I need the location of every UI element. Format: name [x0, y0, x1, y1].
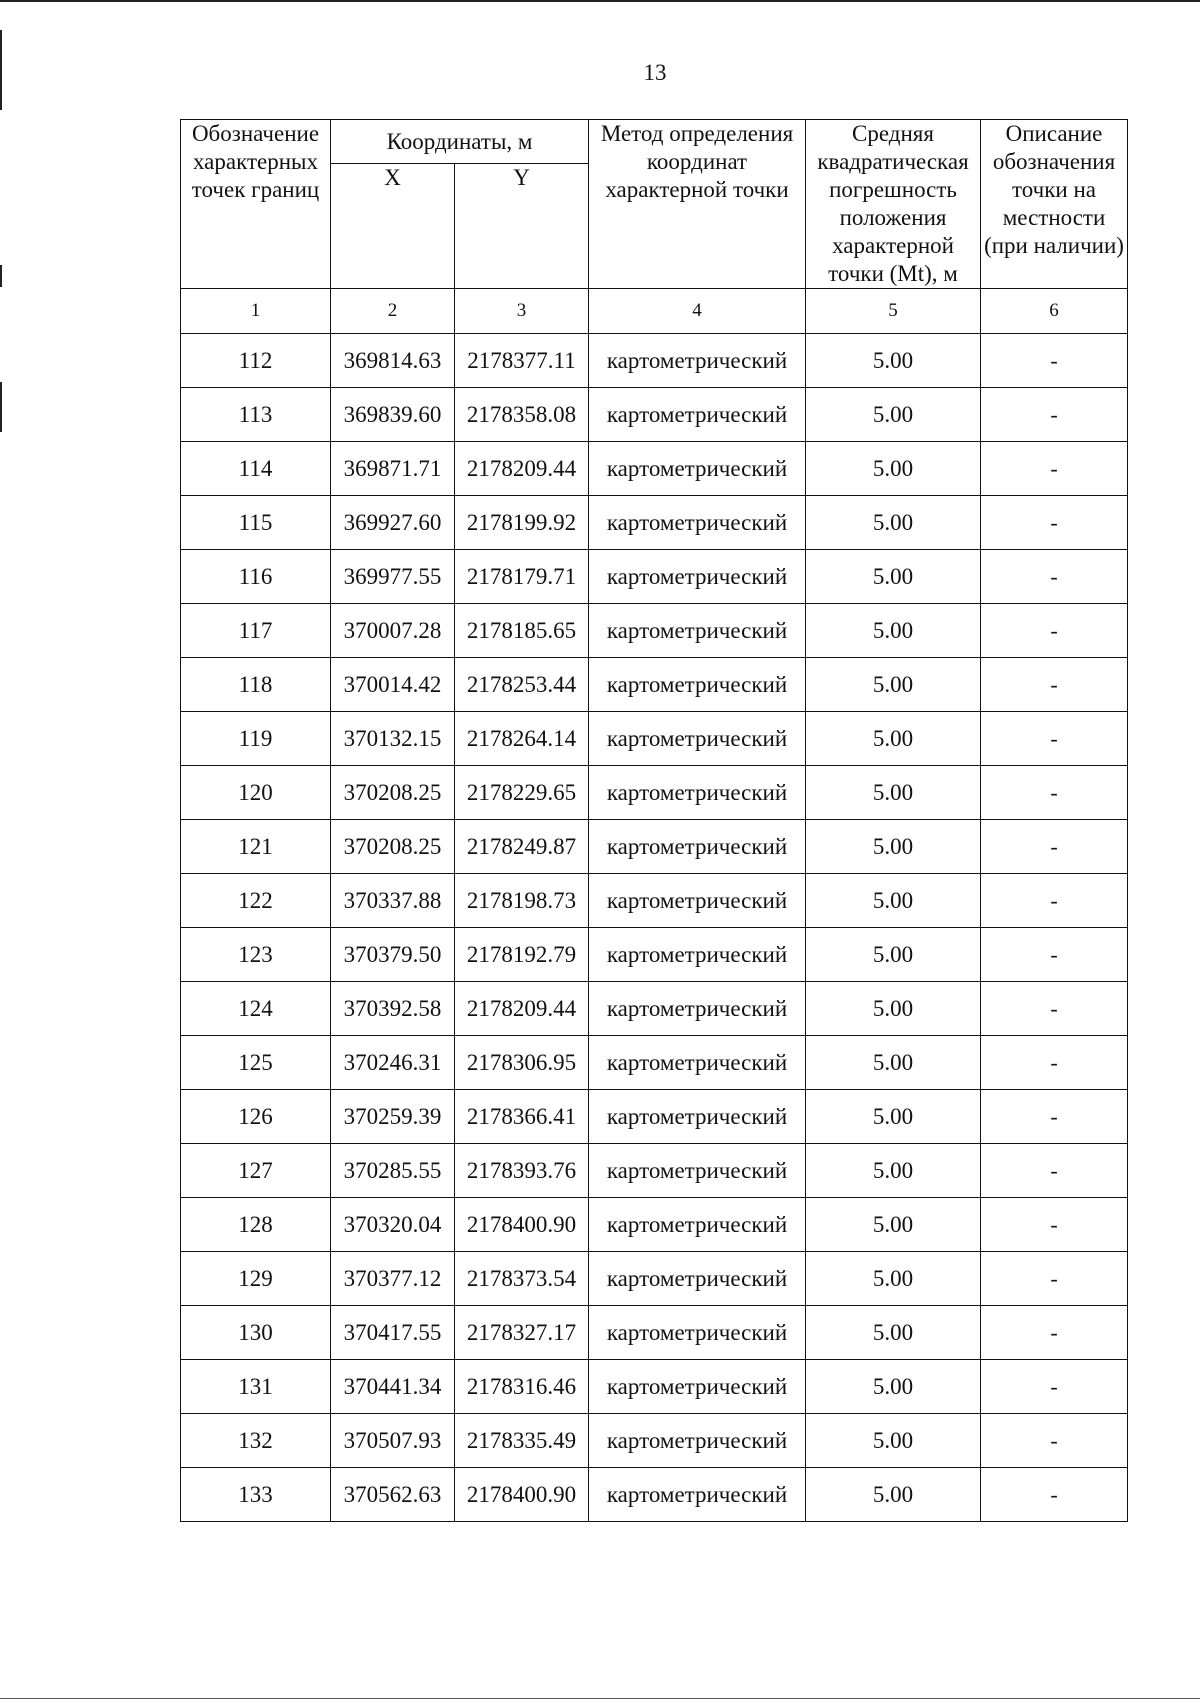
x-coordinate-cell: 369927.60 — [331, 496, 455, 550]
scan-edge-mark — [0, 265, 2, 287]
error-cell: 5.00 — [806, 388, 981, 442]
description-cell: - — [981, 496, 1128, 550]
description-cell: - — [981, 820, 1128, 874]
column-number: 3 — [455, 289, 589, 334]
description-cell: - — [981, 388, 1128, 442]
point-cell: 123 — [181, 928, 331, 982]
method-cell: картометрический — [589, 1036, 806, 1090]
description-cell: - — [981, 1306, 1128, 1360]
header-designation: Обозначение характерных точек границ — [181, 120, 331, 289]
method-cell: картометрический — [589, 1198, 806, 1252]
method-cell: картометрический — [589, 1468, 806, 1522]
error-cell: 5.00 — [806, 1252, 981, 1306]
y-coordinate-cell: 2178253.44 — [455, 658, 589, 712]
point-cell: 122 — [181, 874, 331, 928]
point-cell: 116 — [181, 550, 331, 604]
point-cell: 121 — [181, 820, 331, 874]
method-cell: картометрический — [589, 658, 806, 712]
method-cell: картометрический — [589, 442, 806, 496]
table-row — [181, 1252, 1128, 1306]
coordinates-table — [180, 119, 1128, 1522]
table-row — [181, 820, 1128, 874]
x-coordinate-cell: 369871.71 — [331, 442, 455, 496]
y-coordinate-cell: 2178264.14 — [455, 712, 589, 766]
description-cell: - — [981, 1090, 1128, 1144]
table-row — [181, 388, 1128, 442]
error-cell: 5.00 — [806, 1090, 981, 1144]
description-cell: - — [981, 658, 1128, 712]
y-coordinate-cell: 2178400.90 — [455, 1468, 589, 1522]
table-row — [181, 1198, 1128, 1252]
point-cell: 114 — [181, 442, 331, 496]
method-cell: картометрический — [589, 1360, 806, 1414]
table-row — [181, 1306, 1128, 1360]
y-coordinate-cell: 2178198.73 — [455, 874, 589, 928]
y-coordinate-cell: 2178377.11 — [455, 334, 589, 388]
y-coordinate-cell: 2178249.87 — [455, 820, 589, 874]
header-y: Y — [455, 164, 589, 289]
header-row — [181, 120, 1128, 164]
description-cell: - — [981, 604, 1128, 658]
column-number: 6 — [981, 289, 1128, 334]
method-cell: картометрический — [589, 820, 806, 874]
table-row — [181, 1090, 1128, 1144]
method-cell: картометрический — [589, 1252, 806, 1306]
error-cell: 5.00 — [806, 442, 981, 496]
description-cell: - — [981, 928, 1128, 982]
point-cell: 131 — [181, 1360, 331, 1414]
y-coordinate-cell: 2178199.92 — [455, 496, 589, 550]
description-cell: - — [981, 874, 1128, 928]
y-coordinate-cell: 2178316.46 — [455, 1360, 589, 1414]
method-cell: картометрический — [589, 496, 806, 550]
page-number: 13 — [643, 60, 667, 85]
description-cell: - — [981, 1252, 1128, 1306]
x-coordinate-cell: 369814.63 — [331, 334, 455, 388]
header-method: Метод определения координат характерной точки — [589, 120, 806, 289]
x-coordinate-cell: 369977.55 — [331, 550, 455, 604]
x-coordinate-cell: 370320.04 — [331, 1198, 455, 1252]
x-coordinate-cell: 369839.60 — [331, 388, 455, 442]
column-number: 5 — [806, 289, 981, 334]
table-row — [181, 1036, 1128, 1090]
error-cell: 5.00 — [806, 1198, 981, 1252]
x-coordinate-cell: 370562.63 — [331, 1468, 455, 1522]
point-cell: 119 — [181, 712, 331, 766]
table-row — [181, 712, 1128, 766]
error-cell: 5.00 — [806, 1306, 981, 1360]
y-coordinate-cell: 2178179.71 — [455, 550, 589, 604]
error-cell: 5.00 — [806, 334, 981, 388]
point-cell: 130 — [181, 1306, 331, 1360]
description-cell: - — [981, 442, 1128, 496]
y-coordinate-cell: 2178209.44 — [455, 442, 589, 496]
x-coordinate-cell: 370132.15 — [331, 712, 455, 766]
point-cell: 118 — [181, 658, 331, 712]
y-coordinate-cell: 2178229.65 — [455, 766, 589, 820]
method-cell: картометрический — [589, 1414, 806, 1468]
column-number: 4 — [589, 289, 806, 334]
x-coordinate-cell: 370507.93 — [331, 1414, 455, 1468]
y-coordinate-cell: 2178327.17 — [455, 1306, 589, 1360]
method-cell: картометрический — [589, 874, 806, 928]
table-row — [181, 604, 1128, 658]
x-coordinate-cell: 370259.39 — [331, 1090, 455, 1144]
method-cell: картометрический — [589, 1306, 806, 1360]
x-coordinate-cell: 370208.25 — [331, 820, 455, 874]
description-cell: - — [981, 1468, 1128, 1522]
table-row — [181, 658, 1128, 712]
scan-edge-top — [0, 0, 1200, 2]
error-cell: 5.00 — [806, 712, 981, 766]
error-cell: 5.00 — [806, 1036, 981, 1090]
point-cell: 126 — [181, 1090, 331, 1144]
scan-edge-bottom — [0, 1698, 1200, 1699]
error-cell: 5.00 — [806, 874, 981, 928]
x-coordinate-cell: 370007.28 — [331, 604, 455, 658]
error-cell: 5.00 — [806, 550, 981, 604]
y-coordinate-cell: 2178400.90 — [455, 1198, 589, 1252]
description-cell: - — [981, 1144, 1128, 1198]
x-coordinate-cell: 370208.25 — [331, 766, 455, 820]
point-cell: 115 — [181, 496, 331, 550]
point-cell: 133 — [181, 1468, 331, 1522]
header-coordinates: Координаты, м — [331, 120, 589, 164]
description-cell: - — [981, 1036, 1128, 1090]
y-coordinate-cell: 2178209.44 — [455, 982, 589, 1036]
description-cell: - — [981, 712, 1128, 766]
table-row — [181, 496, 1128, 550]
error-cell: 5.00 — [806, 982, 981, 1036]
point-cell: 120 — [181, 766, 331, 820]
y-coordinate-cell: 2178306.95 — [455, 1036, 589, 1090]
y-coordinate-cell: 2178335.49 — [455, 1414, 589, 1468]
point-cell: 127 — [181, 1144, 331, 1198]
point-cell: 113 — [181, 388, 331, 442]
error-cell: 5.00 — [806, 1144, 981, 1198]
point-cell: 117 — [181, 604, 331, 658]
error-cell: 5.00 — [806, 1414, 981, 1468]
description-cell: - — [981, 766, 1128, 820]
header-error: Средняя квадратическая погрешность положения характерной точки (Mt), м — [806, 120, 981, 289]
x-coordinate-cell: 370392.58 — [331, 982, 455, 1036]
x-coordinate-cell: 370441.34 — [331, 1360, 455, 1414]
method-cell: картометрический — [589, 388, 806, 442]
error-cell: 5.00 — [806, 820, 981, 874]
description-cell: - — [981, 1198, 1128, 1252]
description-cell: - — [981, 1360, 1128, 1414]
table-row — [181, 442, 1128, 496]
x-coordinate-cell: 370379.50 — [331, 928, 455, 982]
table-row — [181, 1414, 1128, 1468]
error-cell: 5.00 — [806, 1468, 981, 1522]
column-number: 2 — [331, 289, 455, 334]
description-cell: - — [981, 550, 1128, 604]
x-coordinate-cell: 370246.31 — [331, 1036, 455, 1090]
method-cell: картометрический — [589, 982, 806, 1036]
method-cell: картометрический — [589, 1090, 806, 1144]
table-row — [181, 1468, 1128, 1522]
error-cell: 5.00 — [806, 658, 981, 712]
x-coordinate-cell: 370014.42 — [331, 658, 455, 712]
x-coordinate-cell: 370417.55 — [331, 1306, 455, 1360]
y-coordinate-cell: 2178185.65 — [455, 604, 589, 658]
error-cell: 5.00 — [806, 928, 981, 982]
description-cell: - — [981, 982, 1128, 1036]
point-cell: 132 — [181, 1414, 331, 1468]
table-row — [181, 982, 1128, 1036]
column-number-row — [181, 289, 1128, 334]
table-row — [181, 766, 1128, 820]
x-coordinate-cell: 370337.88 — [331, 874, 455, 928]
table-row — [181, 334, 1128, 388]
method-cell: картометрический — [589, 550, 806, 604]
header-x: X — [331, 164, 455, 289]
x-coordinate-cell: 370377.12 — [331, 1252, 455, 1306]
point-cell: 129 — [181, 1252, 331, 1306]
point-cell: 112 — [181, 334, 331, 388]
method-cell: картометрический — [589, 1144, 806, 1198]
method-cell: картометрический — [589, 712, 806, 766]
table-row — [181, 928, 1128, 982]
method-cell: картометрический — [589, 604, 806, 658]
description-cell: - — [981, 1414, 1128, 1468]
table-row — [181, 1144, 1128, 1198]
error-cell: 5.00 — [806, 766, 981, 820]
y-coordinate-cell: 2178358.08 — [455, 388, 589, 442]
column-number: 1 — [181, 289, 331, 334]
error-cell: 5.00 — [806, 604, 981, 658]
y-coordinate-cell: 2178393.76 — [455, 1144, 589, 1198]
point-cell: 124 — [181, 982, 331, 1036]
table-row — [181, 874, 1128, 928]
y-coordinate-cell: 2178373.54 — [455, 1252, 589, 1306]
header-description: Описание обозначения точки на местности (при наличии) — [981, 120, 1128, 289]
scan-edge-mark — [0, 382, 2, 432]
y-coordinate-cell: 2178192.79 — [455, 928, 589, 982]
point-cell: 128 — [181, 1198, 331, 1252]
method-cell: картометрический — [589, 334, 806, 388]
error-cell: 5.00 — [806, 496, 981, 550]
x-coordinate-cell: 370285.55 — [331, 1144, 455, 1198]
description-cell: - — [981, 334, 1128, 388]
point-cell: 125 — [181, 1036, 331, 1090]
table-row — [181, 1360, 1128, 1414]
method-cell: картометрический — [589, 928, 806, 982]
y-coordinate-cell: 2178366.41 — [455, 1090, 589, 1144]
method-cell: картометрический — [589, 766, 806, 820]
error-cell: 5.00 — [806, 1360, 981, 1414]
table-row — [181, 550, 1128, 604]
